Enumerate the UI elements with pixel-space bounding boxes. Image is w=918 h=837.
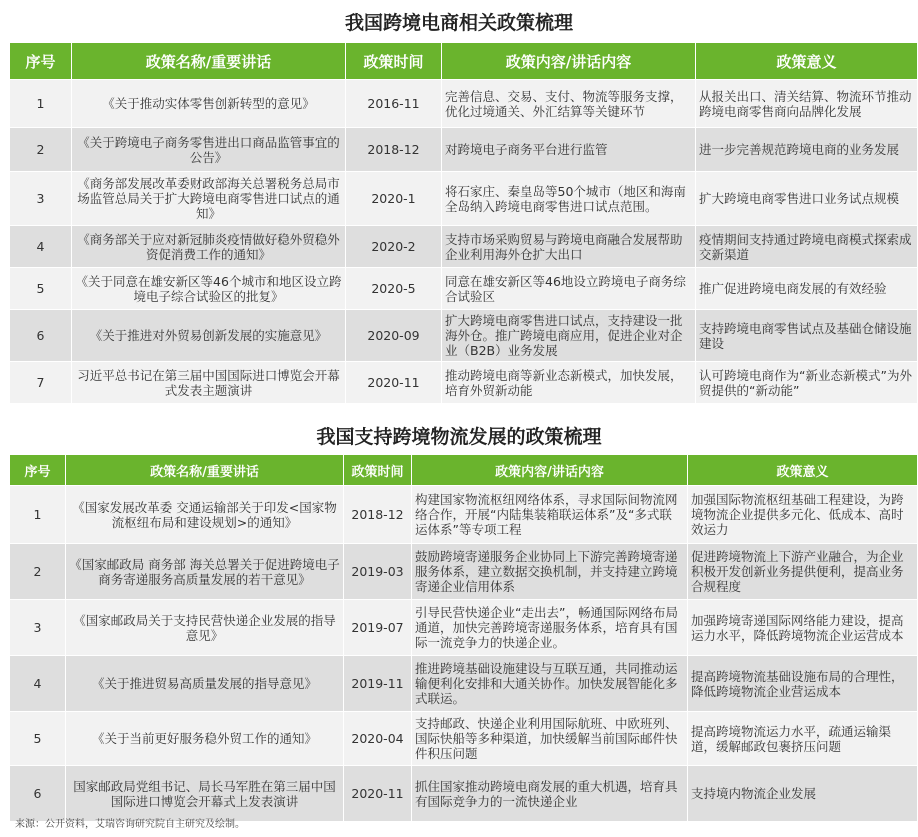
policy-meaning: 提高跨境物流运力水平，疏通运输渠道，缓解邮政包裹挤压问题 <box>688 712 918 766</box>
policy-name: 《国家发展改革委 交通运输部关于印发<国家物流枢纽布局和建设规划>的通知》 <box>66 486 344 544</box>
policy-table-logistics <box>9 454 918 822</box>
policy-date: 2020-5 <box>346 268 442 310</box>
table-row <box>10 362 918 404</box>
policy-date: 2019-11 <box>344 656 412 712</box>
table-row <box>10 712 918 766</box>
policy-meaning: 从报关出口、清关结算、物流环节推动跨境电商零售商向品牌化发展 <box>696 80 918 128</box>
row-number: 1 <box>10 486 66 544</box>
policy-table-ecommerce <box>9 42 918 404</box>
policy-content: 推进跨境基础设施建设与互联互通，共同推动运输便利化安排和大通关协作。加快发展智能化多式联运。 <box>412 656 688 712</box>
policy-content: 构建国家物流枢纽网络体系，寻求国际间物流网络合作，开展“内陆集装箱联运体系”及“多式联运体系”等专项工程 <box>412 486 688 544</box>
header-policy-date: 政策时间 <box>346 43 442 80</box>
section1-title: 我国跨境电商相关政策梳理 <box>344 12 573 34</box>
row-number: 2 <box>10 128 72 172</box>
row-number: 1 <box>10 80 72 128</box>
row-number: 3 <box>10 172 72 226</box>
policy-content: 推动跨境电商等新业态新模式，加快发展，培育外贸新动能 <box>442 362 696 404</box>
header-policy-content: 政策内容/讲话内容 <box>442 43 696 80</box>
table-row <box>10 172 918 226</box>
policy-meaning: 疫情期间支持通过跨境电商模式探索成交新渠道 <box>696 226 918 268</box>
policy-content: 将石家庄、秦皇岛等50个城市（地区和海南全岛纳入跨境电商零售进口试点范围。 <box>442 172 696 226</box>
policy-content: 引导民营快递企业“走出去”，畅通国际网络布局通道，加快完善跨境寄递服务体系，培育具有国际一流竞争力的快递企业。 <box>412 600 688 656</box>
policy-content: 抓住国家推动跨境电商发展的重大机遇，培育具有国际竞争力的一流快递企业 <box>412 766 688 822</box>
section2-title: 我国支持跨境物流发展的政策梳理 <box>316 426 602 448</box>
policy-name: 《商务部发展改革委财政部海关总署税务总局市场监管总局关于扩大跨境电商零售进口试点的通知》 <box>72 172 346 226</box>
row-number: 7 <box>10 362 72 404</box>
table-row <box>10 80 918 128</box>
table-header-row <box>10 43 918 80</box>
policy-content: 扩大跨境电商零售进口试点，支持建设一批海外仓。推广跨境电商应用，促进企业对企业（B2B）业务发展 <box>442 310 696 362</box>
row-number: 2 <box>10 544 66 600</box>
policy-name: 《关于跨境电子商务零售进出口商品监管事宜的公告》 <box>72 128 346 172</box>
table-row <box>10 268 918 310</box>
table-row <box>10 226 918 268</box>
header-no: 序号 <box>10 455 66 486</box>
row-number: 5 <box>10 268 72 310</box>
header-policy-name: 政策名称/重要讲话 <box>72 43 346 80</box>
policy-name: 习近平总书记在第三届中国国际进口博览会开幕式发表主题演讲 <box>72 362 346 404</box>
header-policy-meaning: 政策意义 <box>696 43 918 80</box>
policy-name: 《关于推动实体零售创新转型的意见》 <box>72 80 346 128</box>
table-row <box>10 600 918 656</box>
policy-name: 《关于当前更好服务稳外贸工作的通知》 <box>66 712 344 766</box>
table-row <box>10 656 918 712</box>
policy-date: 2020-1 <box>346 172 442 226</box>
policy-date: 2020-11 <box>344 766 412 822</box>
policy-date: 2019-07 <box>344 600 412 656</box>
policy-meaning: 加强国际物流枢纽基础工程建设，为跨境物流企业提供多元化、低成本、高时效运力 <box>688 486 918 544</box>
table-row <box>10 128 918 172</box>
policy-name: 《国家邮政局 商务部 海关总署关于促进跨境电子商务寄递服务高质量发展的若干意见》 <box>66 544 344 600</box>
policy-meaning: 扩大跨境电商零售进口业务试点规模 <box>696 172 918 226</box>
table-row <box>10 310 918 362</box>
policy-meaning: 加强跨境寄递国际网络能力建设，提高运力水平，降低跨境物流企业运营成本 <box>688 600 918 656</box>
row-number: 3 <box>10 600 66 656</box>
policy-content: 支持市场采购贸易与跨境电商融合发展帮助企业利用海外仓扩大出口 <box>442 226 696 268</box>
header-no: 序号 <box>10 43 72 80</box>
header-policy-date: 政策时间 <box>344 455 412 486</box>
policy-name: 国家邮政局党组书记、局长马军胜在第三届中国国际进口博览会开幕式上发表演讲 <box>66 766 344 822</box>
header-policy-content: 政策内容/讲话内容 <box>412 455 688 486</box>
row-number: 4 <box>10 226 72 268</box>
policy-date: 2020-2 <box>346 226 442 268</box>
policy-meaning: 进一步完善规范跨境电商的业务发展 <box>696 128 918 172</box>
policy-date: 2018-12 <box>346 128 442 172</box>
policy-date: 2020-11 <box>346 362 442 404</box>
policy-meaning: 提高跨境物流基础设施布局的合理性，降低跨境物流企业营运成本 <box>688 656 918 712</box>
policy-date: 2016-11 <box>346 80 442 128</box>
policy-content: 对跨境电子商务平台进行监管 <box>442 128 696 172</box>
row-number: 5 <box>10 712 66 766</box>
policy-meaning: 支持跨境电商零售试点及基础仓储设施建设 <box>696 310 918 362</box>
policy-name: 《国家邮政局关于支持民营快递企业发展的指导意见》 <box>66 600 344 656</box>
policy-content: 鼓励跨境寄递服务企业协同上下游完善跨境寄递服务体系，建立数据交换机制，并支持建立跨境寄递企业信用体系 <box>412 544 688 600</box>
policy-name: 《关于推进对外贸易创新发展的实施意见》 <box>72 310 346 362</box>
source-note: 来源：公开资料，艾瑞咨询研究院自主研究及绘制。 <box>15 819 245 830</box>
row-number: 6 <box>10 310 72 362</box>
policy-date: 2019-03 <box>344 544 412 600</box>
table-row <box>10 766 918 822</box>
policy-content: 支持邮政、快递企业利用国际航班、中欧班列、国际快船等多种渠道，加快缓解当前国际邮件快件积压问题 <box>412 712 688 766</box>
row-number: 6 <box>10 766 66 822</box>
policy-meaning: 认可跨境电商作为“新业态新模式”为外贸提供的“新动能” <box>696 362 918 404</box>
policy-meaning: 支持境内物流企业发展 <box>688 766 918 822</box>
header-policy-meaning: 政策意义 <box>688 455 918 486</box>
table-row <box>10 486 918 544</box>
policy-name: 《关于同意在雄安新区等46个城市和地区设立跨境电子综合试验区的批复》 <box>72 268 346 310</box>
policy-date: 2020-09 <box>346 310 442 362</box>
table-row <box>10 544 918 600</box>
row-number: 4 <box>10 656 66 712</box>
policy-date: 2018-12 <box>344 486 412 544</box>
policy-content: 同意在雄安新区等46地设立跨境电子商务综合试验区 <box>442 268 696 310</box>
header-policy-name: 政策名称/重要讲话 <box>66 455 344 486</box>
table-header-row <box>10 455 918 486</box>
policy-content: 完善信息、交易、支付、物流等服务支撑，优化过境通关、外汇结算等关键环节 <box>442 80 696 128</box>
policy-name: 《关于推进贸易高质量发展的指导意见》 <box>66 656 344 712</box>
policy-meaning: 促进跨境物流上下游产业融合，为企业积极开发创新业务提供便利，提高业务合规程度 <box>688 544 918 600</box>
policy-name: 《商务部关于应对新冠肺炎疫情做好稳外贸稳外资促消费工作的通知》 <box>72 226 346 268</box>
policy-meaning: 推广促进跨境电商发展的有效经验 <box>696 268 918 310</box>
policy-date: 2020-04 <box>344 712 412 766</box>
